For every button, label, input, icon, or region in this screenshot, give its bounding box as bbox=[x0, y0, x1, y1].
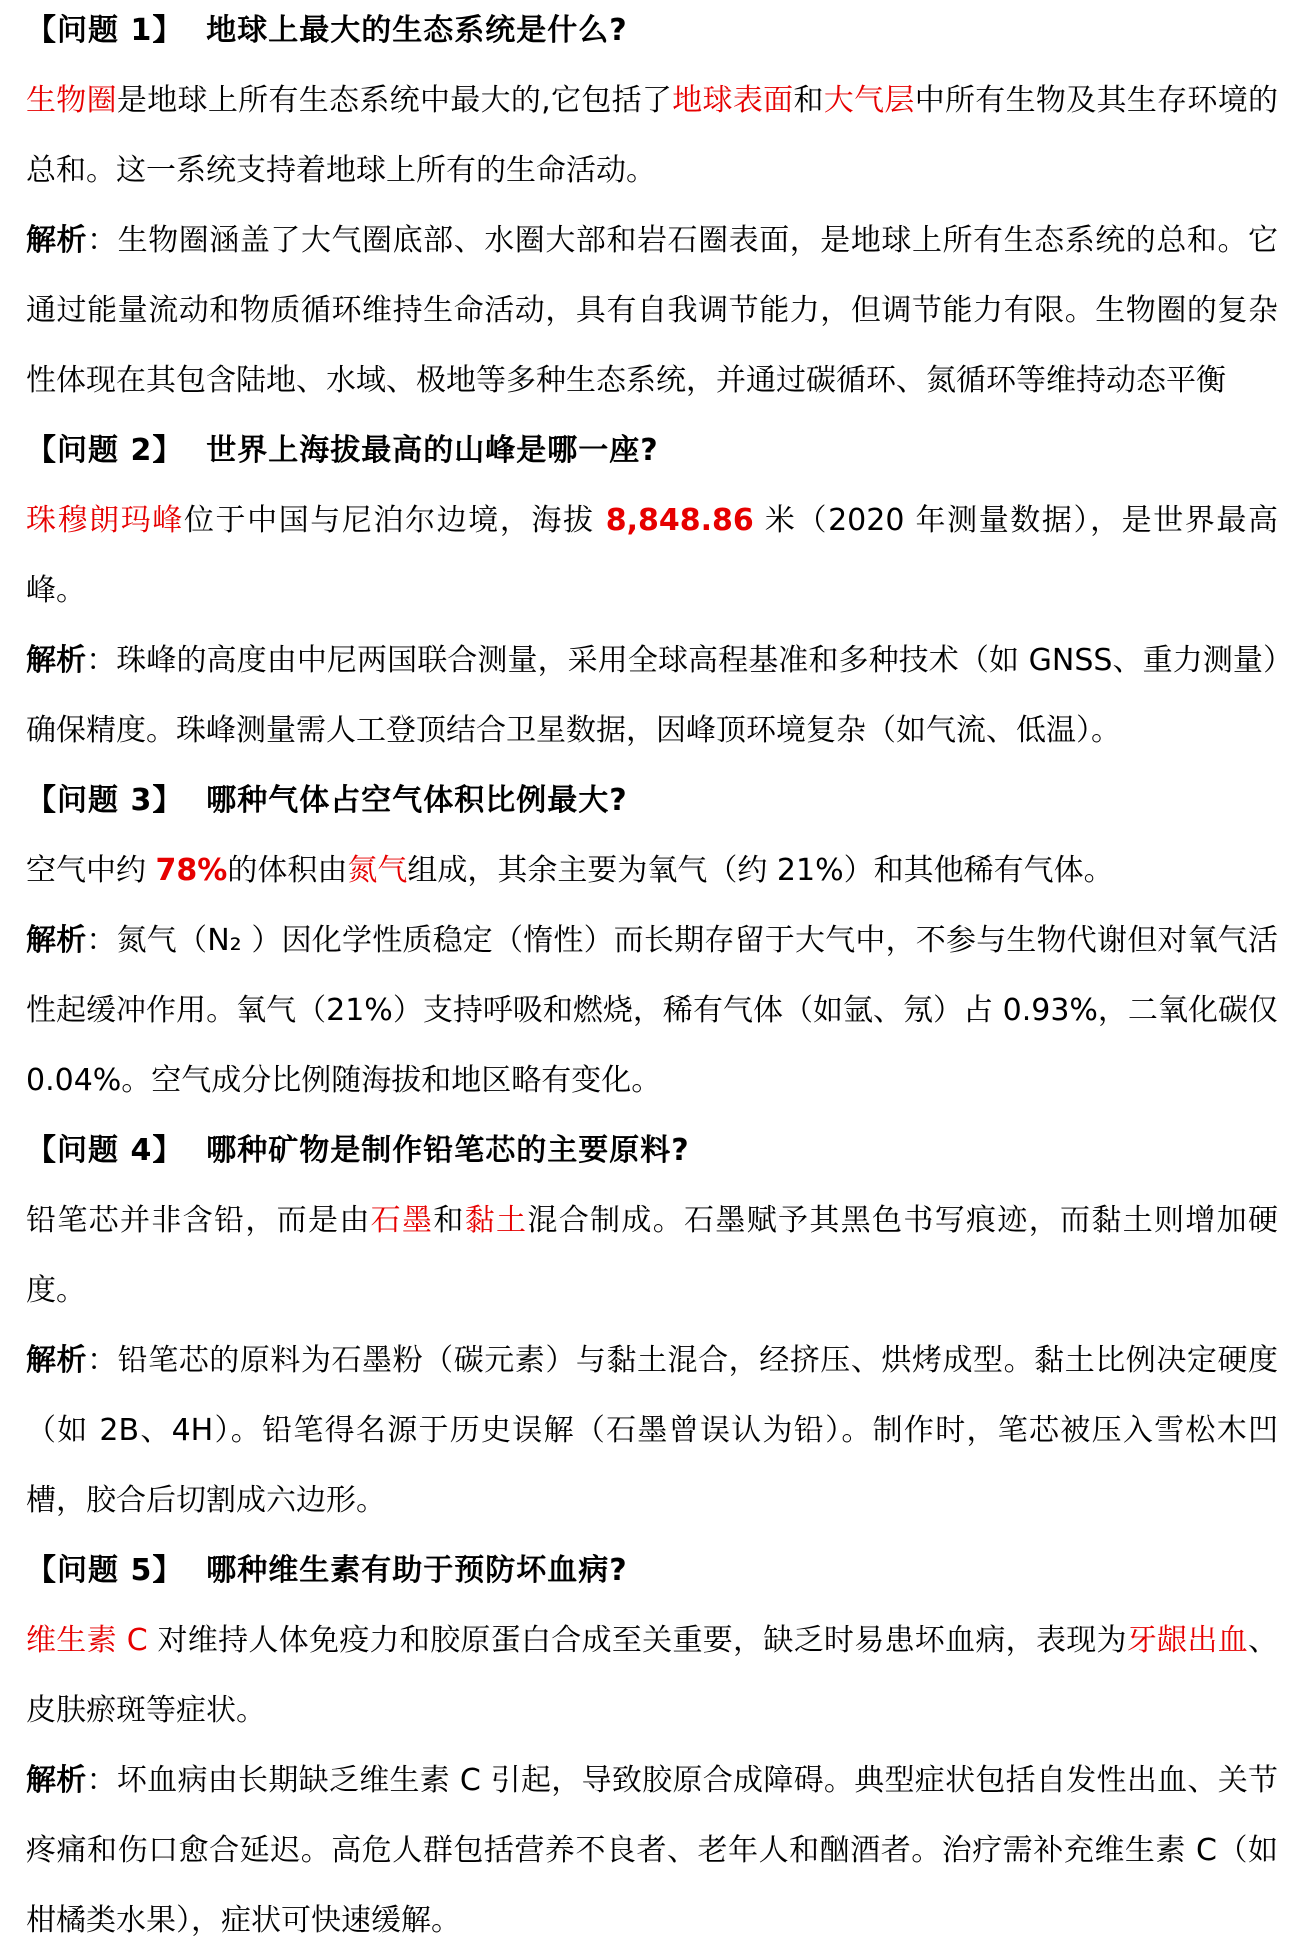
analysis-label: 解析 bbox=[26, 223, 88, 258]
question-text: 地球上最大的生态系统是什么? bbox=[206, 13, 628, 48]
answer-text: 位于中国与尼泊尔边境，海拔 bbox=[183, 503, 606, 538]
answer-text: 和 bbox=[793, 83, 824, 118]
question-label: 【问题 2】 bbox=[26, 433, 184, 468]
analysis-text: ：珠峰的高度由中尼两国联合测量，采用全球高程基准和多种技术（如 GNSS、重力测量）确保精度。珠峰测量需人工登顶结合卫星数据，因峰顶环境复杂（如气流、低温）。 bbox=[26, 643, 1278, 748]
answer-highlight: 黏土 bbox=[464, 1203, 528, 1238]
answer-text: 是地球上所有生态系统中最大的,它包括了 bbox=[116, 83, 673, 118]
answer-highlight: 氮气 bbox=[347, 853, 408, 888]
question-label: 【问题 4】 bbox=[26, 1133, 184, 1168]
answer-highlight: 大气层 bbox=[823, 83, 915, 118]
answer-paragraph bbox=[26, 1186, 1278, 1326]
answer-text: 和 bbox=[433, 1203, 465, 1238]
answer-highlight-number: 78% bbox=[155, 853, 228, 888]
analysis-paragraph bbox=[26, 1746, 1278, 1956]
question-block-2 bbox=[26, 416, 1278, 766]
answer-highlight-number: 8,848.86 bbox=[605, 503, 754, 538]
answer-highlight: 牙龈出血 bbox=[1126, 1623, 1248, 1658]
analysis-label: 解析 bbox=[26, 1343, 88, 1378]
question-label: 【问题 1】 bbox=[26, 13, 184, 48]
answer-text: 混合制成。石墨赋予其黑色书写痕迹，而黏土则增加硬度。 bbox=[26, 1203, 1279, 1308]
question-text: 哪种矿物是制作铅笔芯的主要原料? bbox=[206, 1133, 690, 1168]
answer-text: 中所有生物及其生存环境的总和。这一系统支持着地球上所有的生命活动。 bbox=[26, 83, 1279, 188]
question-label: 【问题 3】 bbox=[26, 783, 184, 818]
answer-text: 米（2020 年测量数据），是世界最高峰。 bbox=[26, 503, 1279, 608]
question-block-3 bbox=[26, 766, 1278, 1116]
answer-text: 组成，其余主要为氧气（约 21%）和其他稀有气体。 bbox=[407, 853, 1114, 888]
answer-text: 对维持人体免疫力和胶原蛋白合成至关重要，缺乏时易患坏血病，表现为 bbox=[147, 1623, 1127, 1658]
answer-text: 的体积由 bbox=[227, 853, 348, 888]
question-title bbox=[26, 1116, 1278, 1186]
answer-highlight: 珠穆朗玛峰 bbox=[26, 503, 184, 538]
answer-highlight: 生物圈 bbox=[26, 83, 117, 118]
analysis-label: 解析 bbox=[26, 1763, 87, 1798]
question-title bbox=[26, 416, 1278, 486]
analysis-text: ：生物圈涵盖了大气圈底部、水圈大部和岩石圈表面，是地球上所有生态系统的总和。它通过能量流动和物质循环维持生命活动，具有自我调节能力，但调节能力有限。生物圈的复杂性体现在其包含陆地、水域、极地等多种生态系统，并通过碳循环、氮循环等维持动态平衡 bbox=[26, 223, 1279, 398]
answer-highlight: 地球表面 bbox=[672, 83, 794, 118]
analysis-text: ：坏血病由长期缺乏维生素 C 引起，导致胶原合成障碍。典型症状包括自发性出血、关节疼痛和伤口愈合延迟。高危人群包括营养不良者、老年人和酗酒者。治疗需补充维生素 C（如柑橘类水果），症状可快速缓解。 bbox=[26, 1763, 1278, 1938]
analysis-paragraph bbox=[26, 206, 1278, 416]
analysis-text: ：铅笔芯的原料为石墨粉（碳元素）与黏土混合，经挤压、烘烤成型。黏土比例决定硬度（如 2B、4H）。铅笔得名源于历史误解（石墨曾误认为铅）。制作时，笔芯被压入雪松木凹槽，胶合后切割成六边形。 bbox=[26, 1343, 1279, 1518]
analysis-paragraph bbox=[26, 1326, 1278, 1536]
answer-text: 、皮肤瘀斑等症状。 bbox=[26, 1623, 1278, 1728]
question-label: 【问题 5】 bbox=[26, 1553, 184, 1588]
analysis-paragraph bbox=[26, 626, 1278, 766]
answer-paragraph bbox=[26, 836, 1278, 906]
question-block-4 bbox=[26, 1116, 1278, 1536]
question-block-1 bbox=[26, 0, 1278, 416]
answer-highlight: 维生素 C bbox=[26, 1623, 148, 1658]
question-title bbox=[26, 1536, 1278, 1606]
analysis-label: 解析 bbox=[26, 923, 87, 958]
answer-highlight: 石墨 bbox=[370, 1203, 434, 1238]
question-title bbox=[26, 0, 1278, 66]
analysis-label: 解析 bbox=[26, 643, 87, 678]
question-text: 世界上海拔最高的山峰是哪一座? bbox=[206, 433, 659, 468]
answer-text: 空气中约 bbox=[26, 853, 156, 888]
analysis-text: ：氮气（N₂ ）因化学性质稳定（惰性）而长期存留于大气中，不参与生物代谢但对氧气活性起缓冲作用。氧气（21%）支持呼吸和燃烧，稀有气体（如氩、氖）占 0.93%，二氧化碳仅 0.04%。空气成分比例随海拔和地区略有变化。 bbox=[26, 923, 1278, 1098]
question-block-5 bbox=[26, 1536, 1278, 1956]
answer-paragraph bbox=[26, 1606, 1278, 1746]
question-text: 哪种气体占空气体积比例最大? bbox=[206, 783, 628, 818]
answer-paragraph bbox=[26, 66, 1278, 206]
question-title bbox=[26, 766, 1278, 836]
answer-paragraph bbox=[26, 486, 1278, 626]
question-text: 哪种维生素有助于预防坏血病? bbox=[206, 1553, 628, 1588]
analysis-paragraph bbox=[26, 906, 1278, 1116]
answer-text: 铅笔芯并非含铅，而是由 bbox=[26, 1203, 371, 1238]
